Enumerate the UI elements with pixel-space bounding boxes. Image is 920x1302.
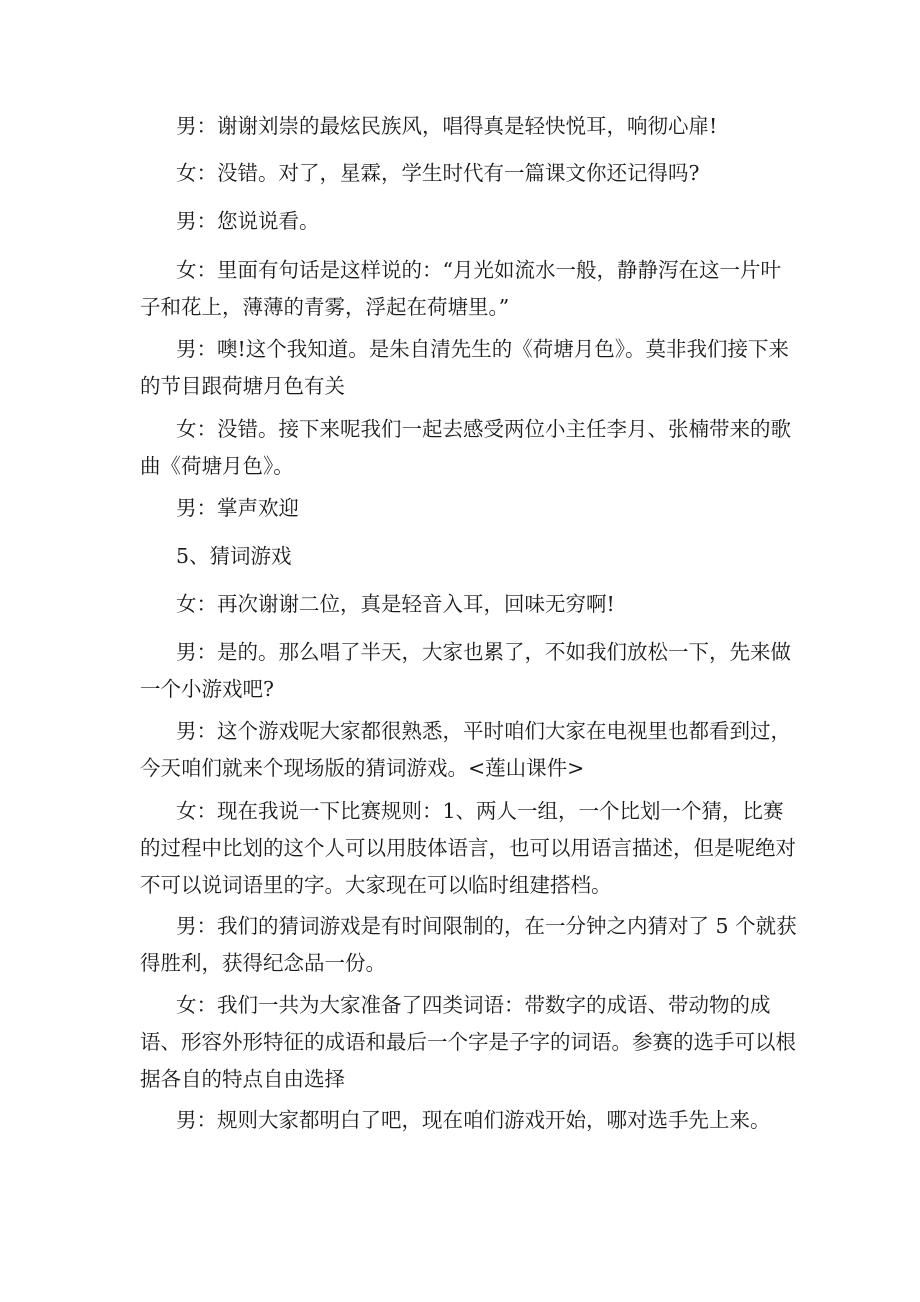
- paragraph-15-text: 男：规则大家都明白了吧，现在咱们游戏开始，哪对选手先上来。: [176, 1108, 771, 1132]
- paragraph-13-text: 男：我们的猜词游戏是有时间限制的，在一分钟之内猜对了 5 个就获得胜利，获得纪念品一份。: [140, 914, 797, 975]
- paragraph-13: [140, 908, 800, 982]
- paragraph-6-text: 女：没错。接下来呢我们一起去感受两位小主任李月、张楠带来的歌曲《荷塘月色》。: [140, 417, 791, 478]
- paragraph-3: [140, 203, 800, 240]
- paragraph-10-text: 男：是的。那么唱了半天，大家也累了，不如我们放松一下，先来做一个小游戏吧?: [140, 640, 791, 701]
- paragraph-7-text: 男：掌声欢迎: [176, 496, 299, 520]
- paragraph-4: [140, 252, 800, 326]
- paragraph-10: [140, 634, 800, 708]
- paragraph-11-text: 男：这个游戏呢大家都很熟悉，平时咱们大家在电视里也都看到过，今天咱们就来个现场版的猜词游戏。<莲山课件>: [140, 719, 791, 780]
- paragraph-3-text: 男：您说说看。: [176, 209, 320, 233]
- paragraph-1: [140, 108, 800, 145]
- paragraph-7: [140, 490, 800, 527]
- paragraph-9: [140, 586, 800, 623]
- paragraph-15: [140, 1102, 800, 1139]
- paragraph-14-text: 女：我们一共为大家准备了四类词语：带数字的成语、带动物的成语、形容外形特征的成语和最后一个字是子字的词语。参赛的选手可以根据各自的特点自由选择: [140, 993, 796, 1091]
- paragraph-2-text: 女：没错。对了，星霖，学生时代有一篇课文你还记得吗?: [176, 161, 700, 185]
- paragraph-11: [140, 713, 800, 787]
- paragraph-12-text: 女：现在我说一下比赛规则：1、两人一组，一个比划一个猜，比赛的过程中比划的这个人可以用肢体语言，也可以用语言描述，但是呢绝对不可以说词语里的字。大家现在可以临时组建搭档。: [140, 799, 796, 897]
- paragraph-5: [140, 331, 800, 405]
- paragraph-2: [140, 155, 800, 192]
- section-heading: [140, 538, 800, 575]
- paragraph-4-text: 女：里面有句话是这样说的：“月光如流水一般，静静泻在这一片叶子和花上，薄薄的青雾，浮起在荷塘里。”: [140, 258, 781, 319]
- paragraph-9-text: 女：再次谢谢二位，真是轻音入耳，回味无穷啊!: [176, 592, 615, 616]
- paragraph-12: [140, 793, 800, 904]
- paragraph-14: [140, 987, 800, 1098]
- paragraph-6: [140, 411, 800, 485]
- section-heading-text: 5、猜词游戏: [176, 544, 292, 568]
- paragraph-5-text: 男：噢!这个我知道。是朱自清先生的《荷塘月色》。莫非我们接下来的节目跟荷塘月色有关: [140, 337, 789, 398]
- paragraph-1-text: 男：谢谢刘崇的最炫民族风，唱得真是轻快悦耳，响彻心扉!: [176, 114, 718, 138]
